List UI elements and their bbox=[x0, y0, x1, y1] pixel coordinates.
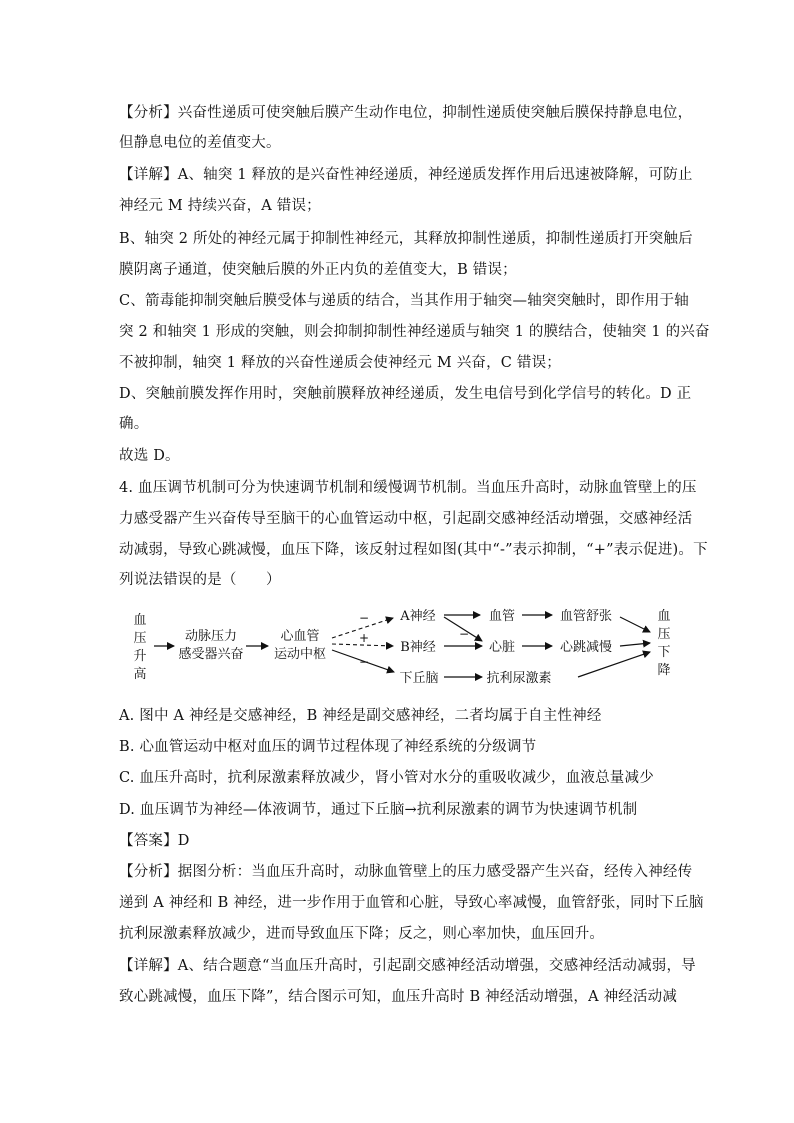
analysis-line: 递到 A 神经和 B 神经，进一步作用于血管和心脏，导致心率减慢，血管舒张，同时下丘脑 bbox=[119, 895, 704, 911]
arrow-adh-end bbox=[578, 652, 650, 677]
sign-inhibit-a: − bbox=[358, 611, 370, 625]
answer-line: 【答案】D bbox=[119, 833, 190, 849]
question-stem-line: 力感受器产生兴奋传导至脑干的心血管运动中枢，引起副交感神经活动增强，交感神经活 bbox=[119, 511, 693, 527]
text-line: 【详解】A、轴突 1 释放的是兴奋性神经递质，神经递质发挥作用后迅速被降解，可防止 bbox=[119, 167, 693, 183]
sign-inhibit-b-heart: − bbox=[458, 627, 470, 641]
text-line: 【分析】兴奋性递质可使突触后膜产生动作电位，抑制性递质使突触后膜保持静息电位， bbox=[119, 105, 693, 121]
text-line: 不被抑制，轴突 1 释放的兴奋性递质会使神经元 M 兴奋，C 错误； bbox=[119, 355, 562, 371]
text-line: 神经元 M 持续兴奋，A 错误； bbox=[119, 198, 321, 214]
vessel-label: 血管 bbox=[488, 609, 516, 624]
text-line: 突 2 和轴突 1 形成的突触，则会抑制抑制性神经递质与轴突 1 的膜结合，使轴突 1 的兴奋 bbox=[119, 324, 710, 340]
text-line: B、轴突 2 所处的神经元属于抑制性神经元，其释放抑制性递质，抑制性递质打开突触后 bbox=[119, 231, 693, 247]
text-line: 膜阴离子通道，使突触后膜的外正内负的差值变大，B 错误； bbox=[119, 262, 517, 278]
start-char: 压 bbox=[133, 631, 147, 646]
analysis-line: 抗利尿激素释放减少，进而导致血压下降；反之，则心率加快，血压回升。 bbox=[119, 926, 605, 942]
center-label: 运动中枢 bbox=[273, 647, 327, 662]
center-label: 心血管 bbox=[280, 629, 320, 644]
option-c: C. 血压升高时，抗利尿激素释放减少，肾小管对水分的重吸收减少，血液总量减少 bbox=[119, 770, 654, 786]
text-line: 但静息电位的差值变大。 bbox=[119, 135, 281, 151]
detail-line: 【详解】A、结合题意“当血压升高时，引起副交感神经活动增强，交感神经活动减弱，导 bbox=[119, 958, 696, 974]
start-char: 升 bbox=[133, 649, 147, 664]
text-line: 故选 D。 bbox=[119, 448, 180, 464]
question-stem-line: 列说法错误的是（ ） bbox=[119, 572, 281, 588]
b-nerve-label: B神经 bbox=[400, 640, 436, 655]
detail-line: 致心跳减慢，血压下降”，结合图示可知，血压升高时 B 神经活动增强，A 神经活动减 bbox=[119, 989, 678, 1005]
text-line: 确。 bbox=[119, 416, 149, 432]
end-char: 压 bbox=[657, 627, 671, 642]
sign-inhibit-hypothalamus: − bbox=[358, 655, 370, 669]
end-char: 下 bbox=[657, 645, 671, 660]
end-char: 血 bbox=[657, 609, 671, 624]
question-stem-line: 动减弱，导致心跳减慢，血压下降，该反射过程如图(其中“-”表示抑制，“+”表示促进)。下 bbox=[119, 542, 708, 558]
analysis-line: 【分析】据图分析：当血压升高时，动脉血管壁上的压力感受器产生兴奋，经传入神经传 bbox=[119, 864, 693, 880]
sign-promote-b: + bbox=[358, 631, 370, 645]
arrow-relax-end bbox=[620, 617, 650, 632]
option-d: D. 血压调节为神经—体液调节，通过下丘脑→抗利尿激素的调节为快速调节机制 bbox=[119, 802, 638, 818]
heart-label: 心脏 bbox=[488, 640, 516, 655]
text-line: C、箭毒能抑制突触后膜受体与递质的结合，当其作用于轴突—轴突突触时，即作用于轴 bbox=[119, 293, 689, 309]
adh-label: 抗利尿激素 bbox=[486, 671, 552, 686]
a-nerve-label: A神经 bbox=[400, 609, 436, 624]
option-a: A. 图中 A 神经是交感神经，B 神经是副交感神经，二者均属于自主性神经 bbox=[119, 708, 602, 724]
blood-pressure-reflex-diagram bbox=[118, 600, 678, 692]
vessel-relax-label: 血管舒张 bbox=[559, 609, 613, 624]
option-b: B. 心血管运动中枢对血压的调节过程体现了神经系统的分级调节 bbox=[119, 739, 537, 755]
start-char: 血 bbox=[133, 613, 147, 628]
question-stem-line: 4. 血压调节机制可分为快速调节机制和缓慢调节机制。当血压升高时，动脉血管壁上的压 bbox=[119, 480, 697, 496]
end-char: 降 bbox=[657, 663, 671, 678]
receptor-label: 动脉压力 bbox=[184, 629, 238, 644]
heart-slow-label: 心跳减慢 bbox=[559, 640, 613, 655]
hypothalamus-label: 下丘脑 bbox=[399, 671, 439, 686]
receptor-label: 感受器兴奋 bbox=[178, 647, 244, 662]
text-line: D、突触前膜发挥作用时，突触前膜释放神经递质，发生电信号到化学信号的转化。D 正 bbox=[119, 386, 692, 402]
arrow-slow-end bbox=[620, 643, 650, 646]
start-char: 高 bbox=[133, 667, 147, 682]
